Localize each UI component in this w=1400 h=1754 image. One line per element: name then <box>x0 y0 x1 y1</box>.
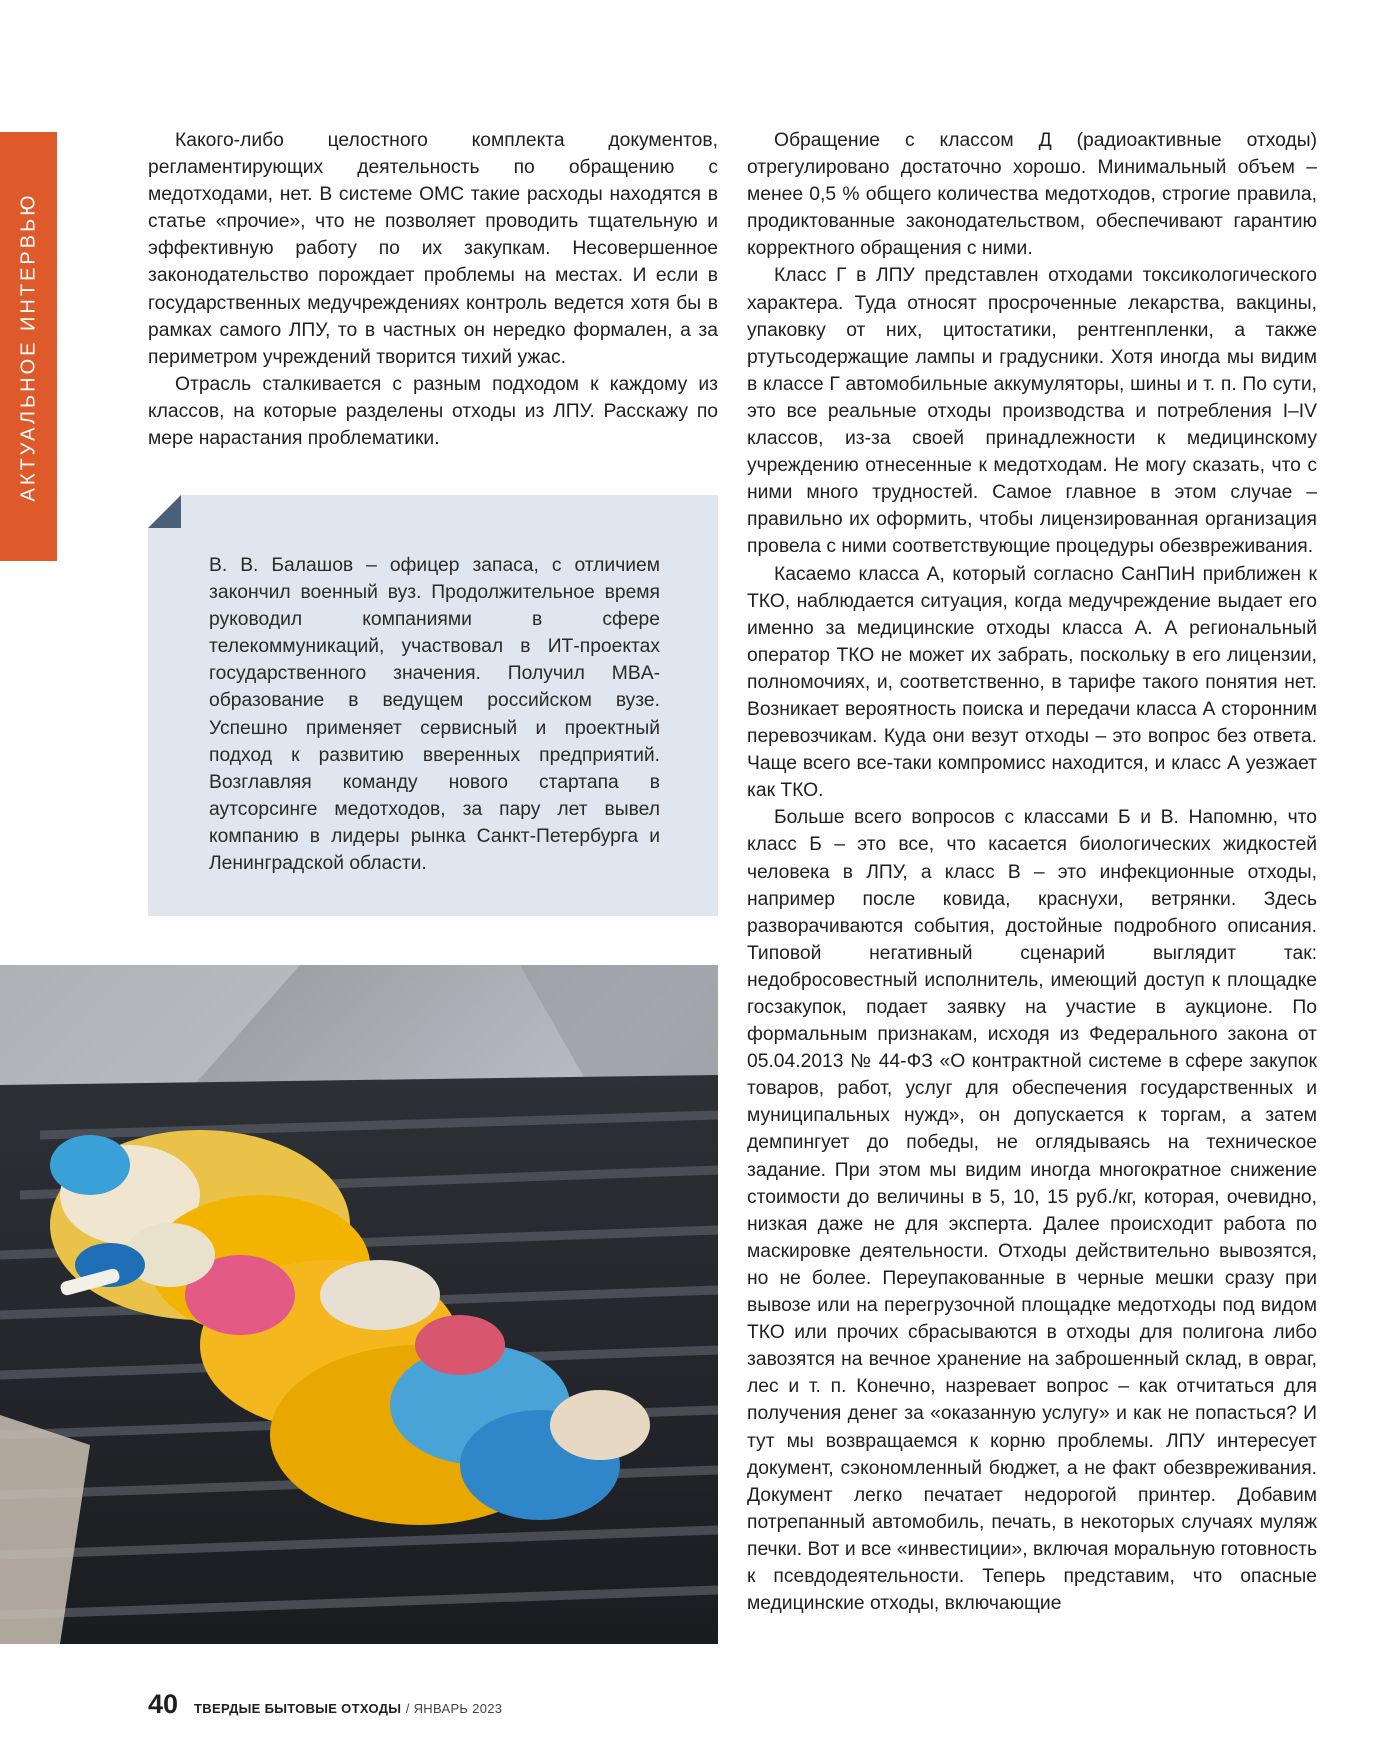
shredder-photo <box>0 965 718 1644</box>
section-tab <box>0 132 57 561</box>
paragraph: Больше всего вопросов с классами Б и В. Напомню, что класс Б – это все, что касается биологических жидкостей человека в ЛПУ, а класс В – это инфекционные отходы, например после ковида, краснухи, ветрянки. Здесь разворачиваются события, достойные подробного описания. Типовой негативный сценарий выглядит так: недобросовестный исполнитель, имеющий доступ к площадке госзакупок, подает заявку на участие в аукционе. По формальным признакам, исходя из Федерального закона от 05.04.2013 № 44-ФЗ «О контрактной системе в сфере закупок товаров, работ, услуг для обеспечения государственных и муниципальных нужд», он допускается к торгам, а затем демпингует до победы, не оглядываясь на техническое задание. При этом мы видим иногда многократное снижение стоимости до величины в 5, 10, 15 руб./кг, которая, очевидно, низкая даже не для эксперта. Далее происходит работа по маскировке деятельности. Отходы действительно вывозятся, но не более. Переупакованные в черные мешки сразу при вывозе или на перегрузочной площадке медотходы под видом ТКО или прочих сбрасываются в отходы для полигона либо завозятся на вечное хранение на заброшенный склад, в овраг, лес и т. п. Конечно, назревает вопрос – как отчитаться для получения денег за «оказанную услугу» и как не попасться? И тут мы возвращаемся к корню проблемы. ЛПУ интересует документ, сэкономленный бюджет, а не факт обезвреживания. Документ легко печатает недорогой принтер. Добавим потрепанный автомобиль, печать, в некоторых случаях муляж печки. Вот и все «инвестиции», включая моральную готовность к псевдодеятельности. Теперь представим, что опасные медицинские отходы, включающие <box>747 807 1317 1615</box>
paragraph: Обращение с классом Д (радиоактивные отходы) отрегулировано достаточно хорошо. Минимальный объем – менее 0,5 % общего количества медотходов, строгие правила, продиктованные законодательством, обеспечивают гарантию корректного обращения с ними. <box>747 130 1317 260</box>
page-number: 40 <box>148 1689 179 1719</box>
bio-box <box>148 495 718 916</box>
paragraph: Какого-либо целостного комплекта документов, регламентирующих деятельность по обращению с медотходами, нет. В системе ОМС такие расходы находятся в статье «прочие», что не позволяет проводить тщательную и эффективную работу по их закупкам. Несовершенное законодательство порождает проблемы на местах. И если в государственных медучреждениях контроль ведется хотя бы в рамках самого ЛПУ, то в частных он нередко формален, а за периметром учреждений творится тихий ужас. <box>148 130 718 368</box>
page-footer <box>148 1689 502 1719</box>
paragraph: Отрасль сталкивается с разным подходом к каждому из классов, на которые разделены отходы из ЛПУ. Расскажу по мере нарастания проблематики. <box>148 373 718 450</box>
shredder-photo-illustration <box>0 965 718 1644</box>
magazine-title: ТВЕРДЫЕ БЫТОВЫЕ ОТХОДЫ <box>194 1701 402 1716</box>
issue-date: / ЯНВАРЬ 2023 <box>405 1701 503 1716</box>
paragraph: Касаемо класса А, который согласно СанПиН приближен к ТКО, наблюдается ситуация, когда медучреждение выдает его именно за медицинские отходы класса А. А региональный оператор ТКО не может их забрать, поскольку в его лицензии, полномочиях, и, соответственно, в тарифе такого понятия нет. Возникает вероятность поиска и передачи класса А сторонним перевозчикам. Куда они везут отходы – это вопрос без ответа. Чаще всего все-таки компромисс находится, и класс А уезжает как ТКО. <box>747 563 1317 802</box>
bio-text: В. В. Балашов – офицер запаса, с отличием закончил военный вуз. Продолжительное время руководил компаниями в сфере телекоммуникаций, участвовал в ИТ-проектах государственного значения. Получил MBA-образование в ведущем российском вузе. Успешно применяет сервисный и проектный подход к развитию вверенных предприятий. Возглавляя команду нового стартапа в аутсорсинге медотходов, за пару лет вывел компанию в лидеры рынка Санкт-Петербурга и Ленинградской области. <box>209 555 660 875</box>
left-column <box>148 127 718 452</box>
right-column <box>747 127 1317 1647</box>
corner-fold-icon <box>148 495 181 528</box>
section-tab-label: АКТУАЛЬНОЕ ИНТЕРВЬЮ <box>17 192 39 501</box>
paragraph: Класс Г в ЛПУ представлен отходами токсикологического характера. Туда относят просроченные лекарства, вакцины, упаковку от них, цитостатики, рентгенпленки, а также ртутьсодержащие лампы и градусники. Хотя иногда мы видим в классе Г автомобильные аккумуляторы, шины и т. п. По сути, это все реальные отходы производства и потребления I–IV классов, из-за своей принадлежности к медицинскому учреждению отнесенные к медотходам. Не могу сказать, что с ними много трудностей. Самое главное в этом случае – правильно их оформить, чтобы лицензированная организация провела с ними соответствующие процедуры обезвреживания. <box>747 265 1317 558</box>
